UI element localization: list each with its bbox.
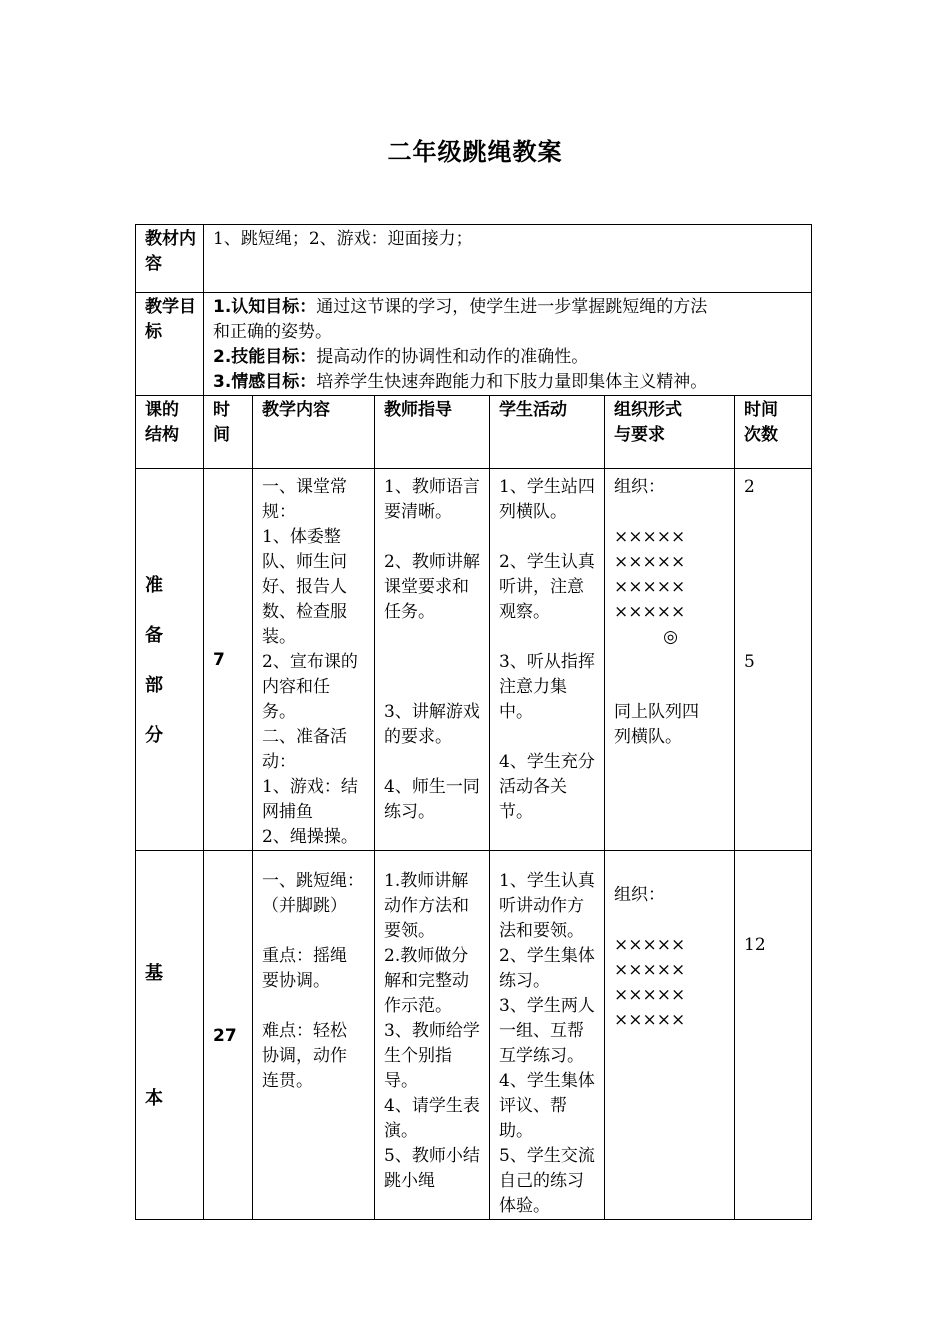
formation-row: ×××××: [614, 960, 686, 980]
teacher-position-mark: ◎: [663, 627, 678, 647]
basic-count: 12: [735, 851, 812, 1220]
formation-row: ×××××: [614, 935, 686, 955]
objective-cognitive: 1.认知目标：通过这节课的学习，使学生进一步掌握跳短绳的方法: [213, 297, 708, 317]
prep-org: 组织： ××××× ××××× ××××× ××××× ◎ 同上队列四 列横队。: [605, 469, 735, 851]
header-time: 时 间: [204, 396, 253, 469]
header-structure: 课的 结构: [136, 396, 204, 469]
formation-row: ×××××: [614, 552, 686, 572]
basic-content: 一、跳短绳： （并脚跳） 重点：摇绳 要协调。 难点：轻松 协调，动作 连贯。: [253, 851, 375, 1220]
header-content: 教学内容: [253, 396, 375, 469]
header-student: 学生活动: [490, 396, 605, 469]
formation-row: ×××××: [614, 1010, 686, 1030]
prep-section-label: 准 备 部 分: [136, 469, 204, 851]
prep-teacher: 1、教师语言 要清晰。 2、教师讲解 课堂要求和 任务。 3、讲解游戏 的要求。 4、师生一同 练习。: [375, 469, 490, 851]
prep-content: 一、课堂常 规： 1、体委整 队、师生问 好、报告人 数、检查服 装。 2、宣布课的 内容和任 务。 二、准备活 动： 1、游戏：结 网捕鱼 2、绳操操。: [253, 469, 375, 851]
basic-section-label: 基 本: [136, 851, 204, 1220]
basic-org-label: 组织：: [614, 885, 665, 905]
formation-row: ×××××: [614, 577, 686, 597]
basic-teacher: 1.教师讲解 动作方法和 要领。 2.教师做分 解和完整动 作示范。 3、教师给学 生个别指 导。 4、请学生表 演。 5、教师小结 跳小绳: [375, 851, 490, 1220]
header-count: 时间 次数: [735, 396, 812, 469]
column-header-row: [136, 396, 812, 469]
materials-value: 1、跳短绳；2、游戏：迎面接力；: [204, 225, 812, 293]
materials-row: [136, 225, 812, 293]
page-title: 二年级跳绳教案: [387, 138, 563, 166]
objectives-label: 教学目标: [136, 293, 204, 396]
objectives-cell: [204, 293, 812, 396]
prep-org-label: 组织：: [614, 477, 665, 497]
basic-row: [136, 851, 812, 1220]
header-teacher: 教师指导: [375, 396, 490, 469]
formation-row: ×××××: [614, 985, 686, 1005]
basic-time: 27: [204, 851, 253, 1220]
materials-label: 教材内容: [136, 225, 204, 293]
header-org: 组织形式 与要求: [605, 396, 735, 469]
lesson-plan-table: [135, 224, 812, 1220]
prep-time: 7: [204, 469, 253, 851]
formation-row: ×××××: [614, 602, 686, 622]
prep-count: 2 5: [735, 469, 812, 851]
basic-student: 1、学生认真 听讲动作方 法和要领。 2、学生集体 练习。 3、学生两人 一组、互帮 互学练习。 4、学生集体 评议、帮 助。 5、学生交流 自己的练习 体验。: [490, 851, 605, 1220]
prep-row: [136, 469, 812, 851]
basic-org: [605, 851, 735, 1220]
prep-student: 1、学生站四 列横队。 2、学生认真 听讲，注意 观察。 3、听从指挥 注意力集 中。 4、学生充分 活动各关 节。: [490, 469, 605, 851]
objective-skill: 2.技能目标：提高动作的协调性和动作的准确性。: [213, 347, 589, 367]
objectives-row: [136, 293, 812, 396]
objective-emotion: 3.情感目标：培养学生快速奔跑能力和下肢力量即集体主义精神。: [213, 372, 708, 392]
formation-row: ×××××: [614, 527, 686, 547]
objective-cognitive-cont: 和正确的姿势。: [213, 322, 332, 342]
